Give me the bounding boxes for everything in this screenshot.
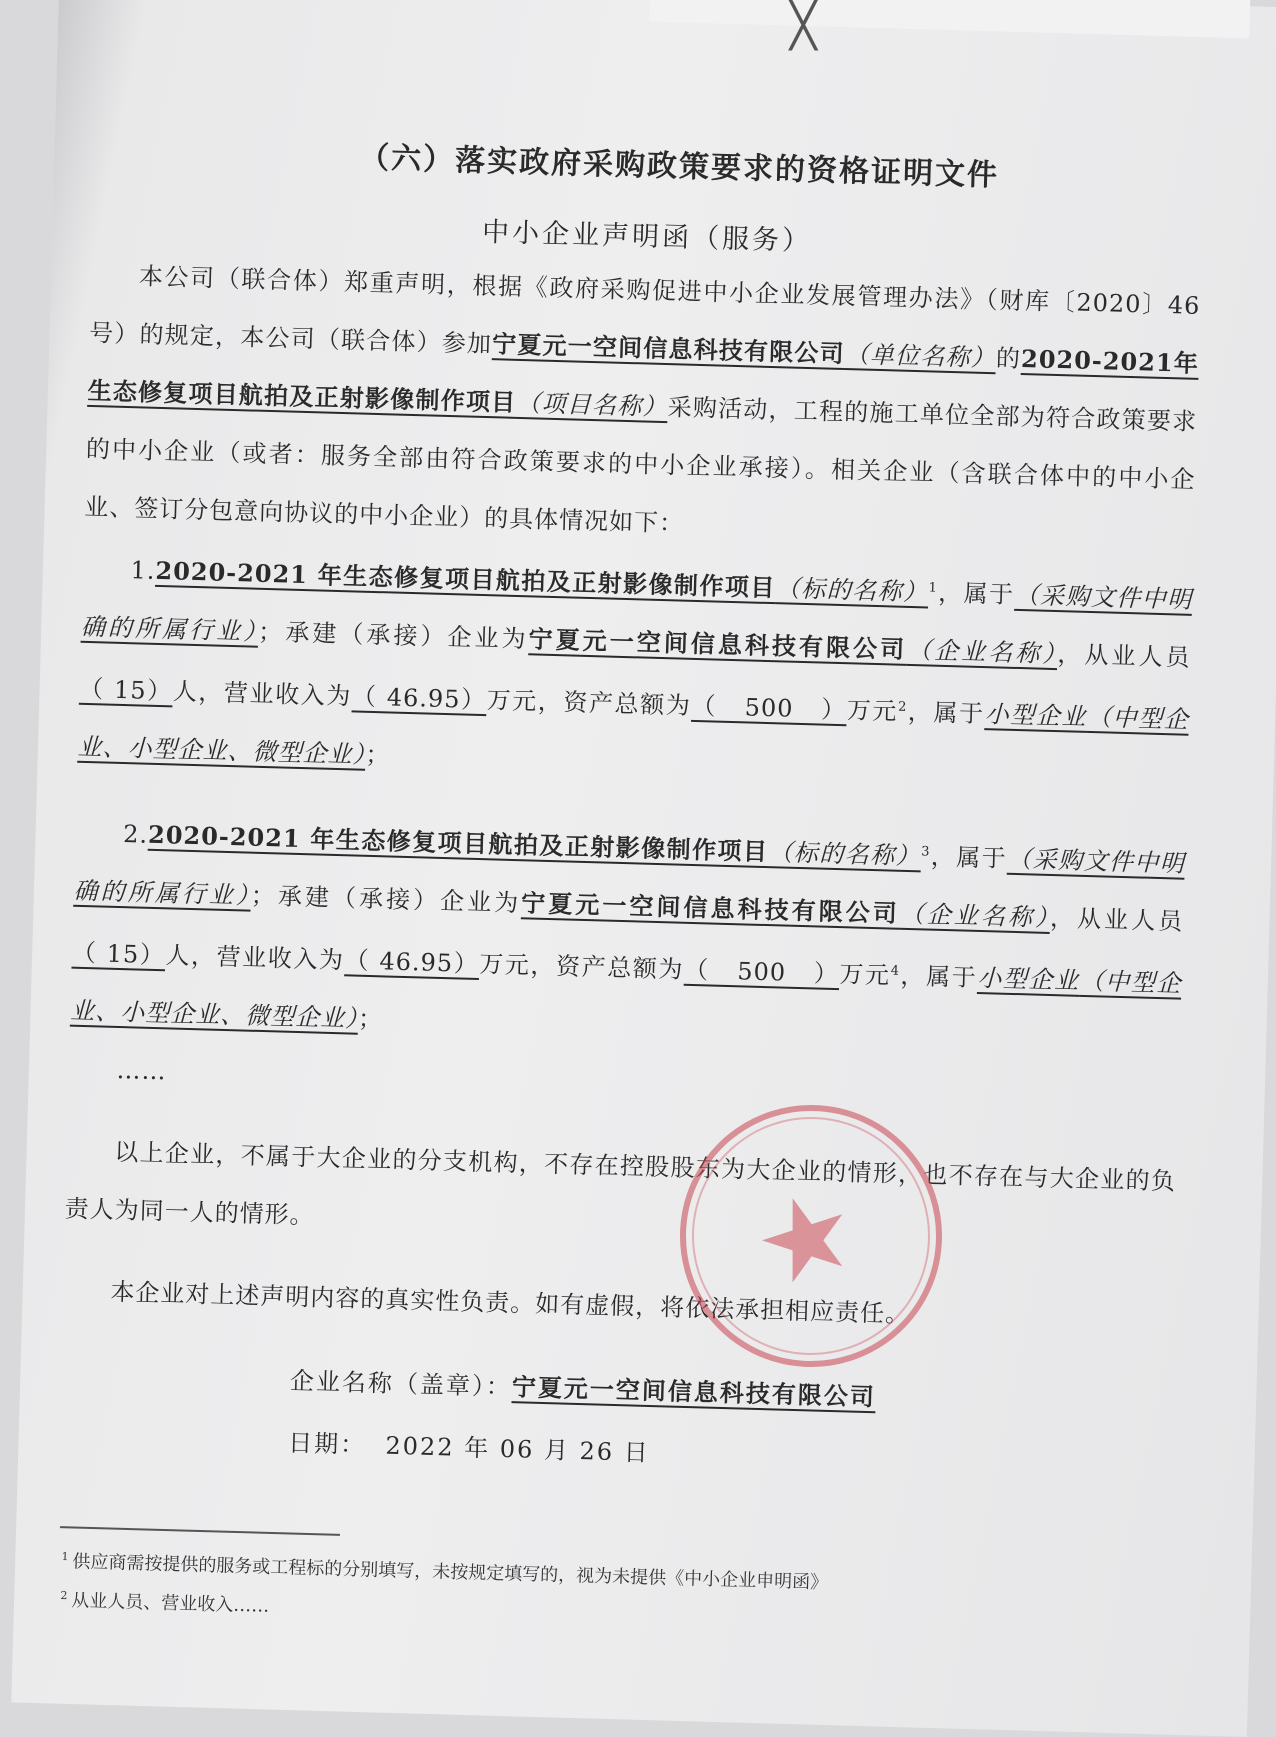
subject-hint: （标的名称） — [768, 838, 922, 871]
company-hint: （企业名称） — [906, 635, 1058, 669]
ellipsis: …… — [116, 1055, 167, 1086]
footnote-ref: 3 — [921, 844, 931, 860]
footnote-ref: 4 — [890, 963, 901, 979]
date-label: 日期： — [287, 1428, 367, 1460]
letter-title: 中小企业声明函（服务） — [481, 216, 813, 258]
belongs-label: ，属于 — [929, 842, 1008, 873]
unit-name-hint: （单位名称） — [844, 340, 997, 373]
wan-unit: 万元 — [846, 696, 899, 726]
item-end: ； — [365, 740, 391, 770]
staff-count: （ 15） — [78, 674, 174, 706]
enterprise-type-hint: （中型企业、小型企业、微型企业） — [69, 966, 1182, 1033]
unit-name: 宁夏元一空间信息科技有限公司 — [491, 329, 846, 369]
intro-de: 的 — [995, 344, 1022, 373]
footnote-number: 2 — [60, 1588, 68, 1603]
footnote-ref: 1 — [928, 580, 939, 596]
intro-text-1: 本公司（联合体）郑重声明，根据《政府采购促进中小企业发展管理办法》（财库〔2020〕46号）的规定，本公司（联合体）参加 — [88, 262, 1201, 359]
company-name: 宁夏元一空间信息科技有限公司 — [520, 888, 901, 928]
item-number: 2. — [122, 820, 149, 849]
company-hint: （企业名称） — [899, 899, 1051, 932]
staff-label: ，从业人员 — [1057, 640, 1191, 672]
type-label: ，属于 — [899, 961, 978, 992]
signature-company: 宁夏元一空间信息科技有限公司 — [511, 1372, 877, 1412]
industry-hint: （采购文件中明确的所属行业） — [73, 844, 1186, 910]
staff-label: ，从业人员 — [1049, 903, 1184, 936]
footnote-number: 1 — [61, 1549, 69, 1564]
wan-unit: 万元 — [839, 960, 892, 990]
subject-name: 2020-2021 年生态修复项目航拍及正射影像制作项目 — [155, 555, 777, 603]
footnote-text: 从业人员、营业收入…… — [71, 1590, 270, 1617]
contractor-label: ；承建（承接）企业为 — [250, 881, 522, 918]
revenue-label: 人，营业收入为 — [172, 677, 353, 711]
seal-star-icon: ★ — [738, 1161, 873, 1314]
project-name-hint: （项目名称） — [515, 388, 669, 422]
belongs-label: ，属于 — [937, 578, 1015, 609]
intro-text-2: 采购活动，工程的施工单位全部为符合政策要求的中小企业（或者：服务全部由符合政策要求的中小企业承接）。相关企业（含联合体中的中小企业、签订分包意向协议的中小企业）的具体情况如下： — [83, 393, 1198, 538]
project-name: 2020-2021年生态修复项目航拍及正射影像制作项目 — [87, 343, 1200, 417]
subject-name: 2020-2021 年生态修复项目航拍及正射影像制作项目 — [147, 819, 769, 867]
statement-responsibility: 本企业对上述声明内容的真实性负责。如有虚假，将依法承担相应责任。 — [110, 1277, 911, 1329]
statement-branch: 以上企业，不属于大企业的分支机构，不存在控股股东为大企业的情形，也不存在与大企业的负责人为同一人的情形。 — [64, 1137, 1177, 1230]
item-number: 1. — [130, 556, 156, 585]
enterprise-type-hint: （中型企业、小型企业、微型企业） — [77, 702, 1190, 769]
declaration-document — [58, 125, 1205, 1498]
assets-label: 万元，资产总额为 — [486, 686, 692, 720]
enterprise-type: 小型企业 — [976, 963, 1081, 995]
footnote-ref: 2 — [897, 699, 908, 715]
footnote-text: 供应商需按提供的服务或工程标的分别填写，未按规定填写的，视为未提供《中小企业申明函》 — [72, 1551, 829, 1594]
company-name: 宁夏元一空间信息科技有限公司 — [528, 624, 908, 664]
section-title: （六）落实政府采购政策要求的资格证明文件 — [358, 140, 1000, 194]
contractor-label: ；承建（承接）企业为 — [257, 617, 530, 654]
date-value: 2022 年 06 月 26 日 — [385, 1431, 651, 1468]
assets-value: （ 500 ） — [683, 955, 840, 989]
assets-label: 万元，资产总额为 — [478, 950, 685, 984]
list-item — [77, 536, 1193, 807]
item-end: ； — [357, 1004, 384, 1034]
assets-value: （ 500 ） — [691, 691, 848, 725]
list-item — [69, 800, 1185, 1071]
revenue-label: 人，营业收入为 — [165, 941, 345, 975]
enterprise-type: 小型企业 — [984, 700, 1088, 731]
industry-hint: （采购文件中明确的所属行业） — [80, 580, 1193, 646]
revenue-value: （ 46.95） — [344, 946, 480, 979]
cross-mark-icon: ╳ — [790, 0, 817, 51]
subject-hint: （标的名称） — [775, 574, 929, 607]
revenue-value: （ 46.95） — [351, 682, 488, 715]
staff-count: （ 15） — [71, 938, 166, 970]
type-label: ，属于 — [906, 697, 986, 729]
intro-paragraph — [84, 246, 1202, 567]
signature-label: 企业名称（盖章）： — [289, 1366, 513, 1402]
